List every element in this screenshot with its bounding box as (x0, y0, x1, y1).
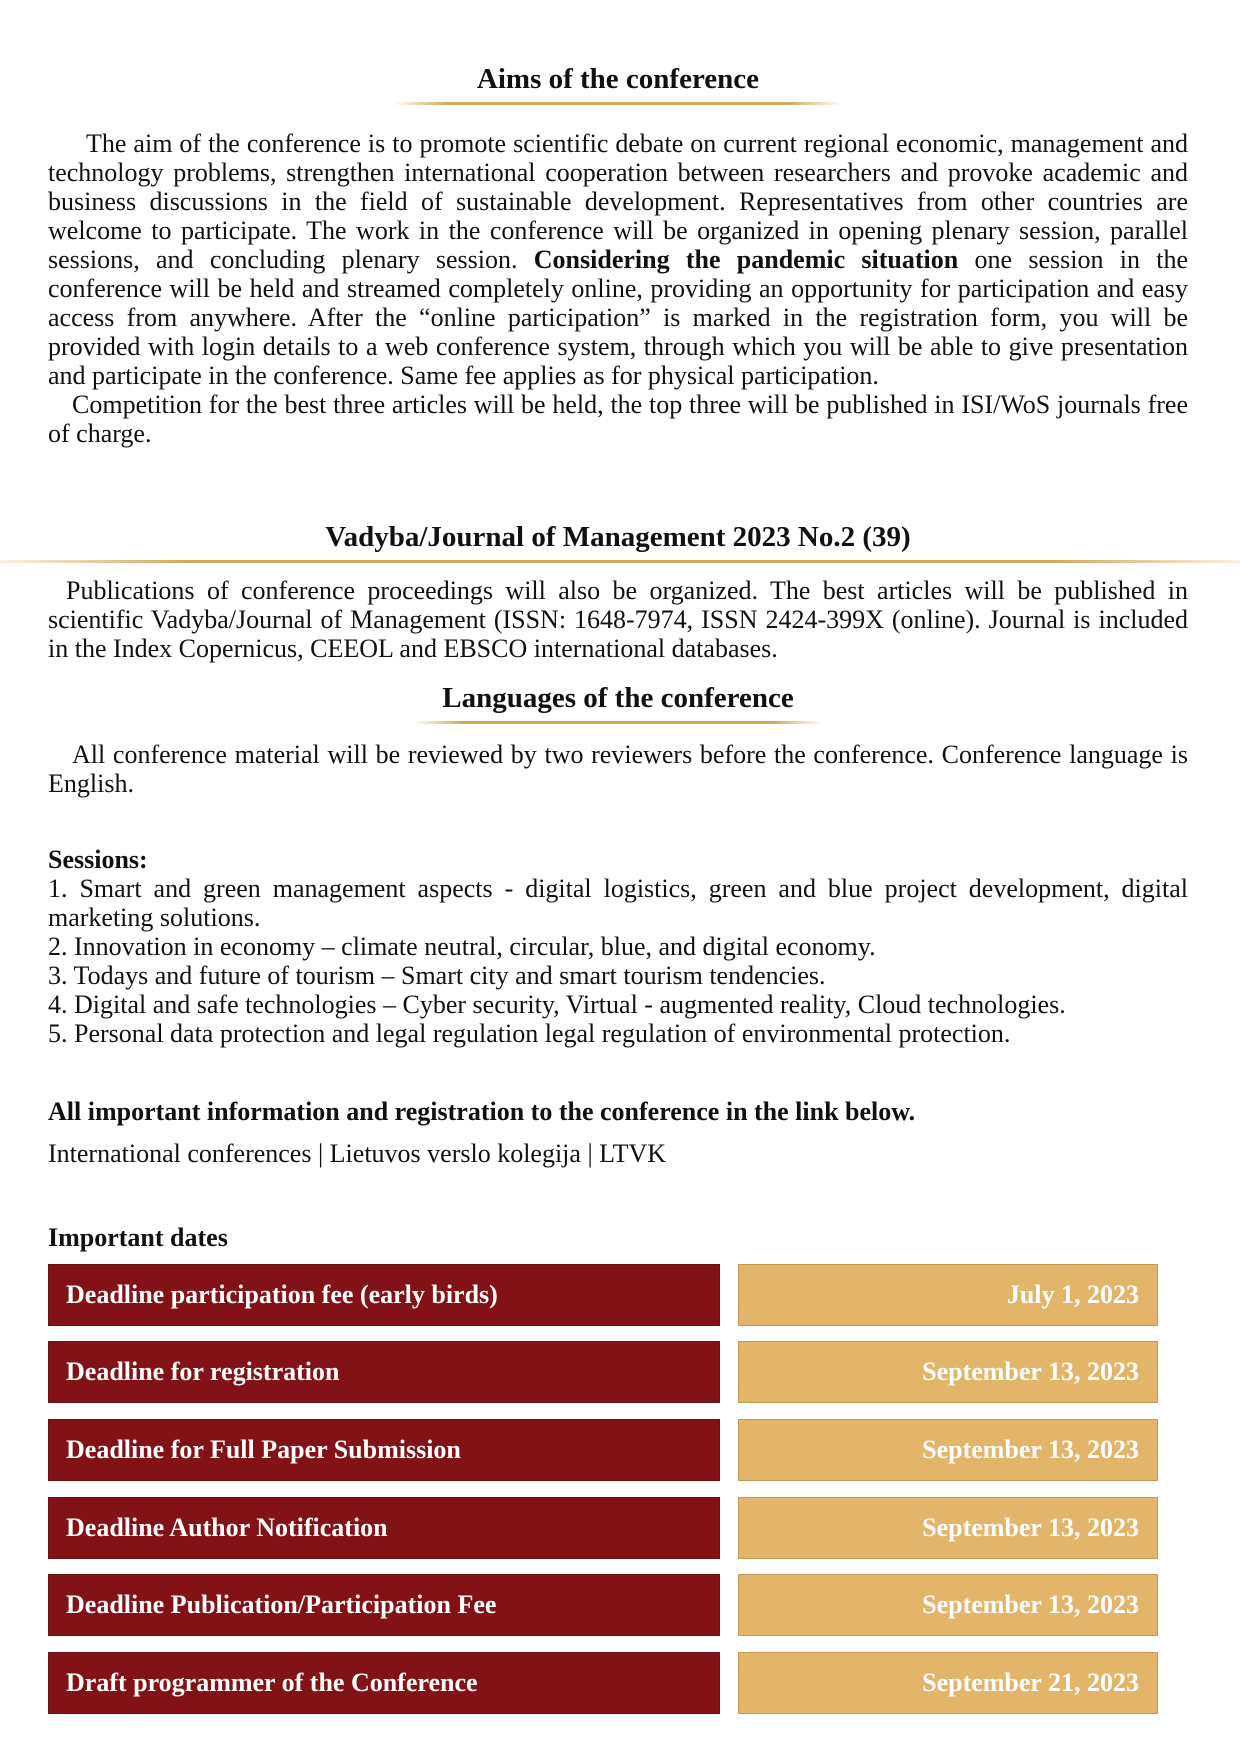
languages-section (48, 681, 1188, 724)
date-label: Deadline Author Notification (48, 1497, 720, 1559)
journal-heading: Vadyba/Journal of Management 2023 No.2 (39) (325, 521, 911, 553)
date-value: September 13, 2023 (738, 1497, 1158, 1559)
session-item: 5. Personal data protection and legal regulation legal regulation of environmental protection. (48, 1019, 1011, 1048)
languages-heading: Languages of the conference (442, 682, 794, 714)
aims-p1-start: The aim of the conference is to promote scientific debate on current regional economic, management and technology problems, strengthen international cooperation between researchers and provoke academic and business discussions in the field of sustainable development. Representatives from other countries are welcome to participate. The work in the conference will be organized in opening plenary session, parallel sessions, and concluding plenary session. (48, 129, 1188, 274)
date-label: Deadline Publication/Participation Fee (48, 1574, 720, 1636)
date-row (0, 1264, 1240, 1326)
conference-link[interactable]: International conferences | Lietuvos verslo kolegija | LTVK (48, 1139, 667, 1168)
aims-paragraph-1 (48, 129, 1188, 390)
session-item: 1. Smart and green management aspects - digital logistics, green and blue project development, digital marketing solutions. (48, 874, 1188, 932)
date-value: September 13, 2023 (738, 1341, 1158, 1403)
journal-text (48, 576, 1188, 663)
registration-info (48, 1097, 1188, 1169)
date-value: September 21, 2023 (738, 1652, 1158, 1714)
date-value: July 1, 2023 (738, 1264, 1158, 1326)
journal-section (48, 520, 1188, 554)
important-dates-title: Important dates (48, 1223, 228, 1252)
date-row (0, 1574, 1240, 1636)
session-item: 3. Todays and future of tourism – Smart city and smart tourism tendencies. (48, 961, 826, 990)
date-label: Deadline participation fee (early birds) (48, 1264, 720, 1326)
aims-heading: Aims of the conference (476, 63, 760, 95)
aims-underline (393, 102, 843, 105)
aims-section (48, 62, 1188, 448)
languages-text (48, 740, 1188, 798)
aims-p1-bold: Considering the pandemic situation (533, 245, 959, 274)
date-value: September 13, 2023 (738, 1419, 1158, 1481)
aims-p1-end: one session in the conference will be held and streamed completely online, providing an opportunity for participation and easy access from anywhere. After the “online participation” is marked in the registration form, you will be provided with login details to a web conference system, through which you will be able to give presentation and participate in the conference. Same fee applies as for physical participation. (48, 245, 1188, 390)
date-label: Draft programmer of the Conference (48, 1652, 720, 1714)
sessions-section (48, 845, 1188, 1048)
date-row (0, 1341, 1240, 1403)
session-item: 2. Innovation in economy – climate neutral, circular, blue, and digital economy. (48, 932, 876, 961)
session-item: 4. Digital and safe technologies – Cyber security, Virtual - augmented reality, Cloud technologies. (48, 990, 1066, 1019)
date-value: September 13, 2023 (738, 1574, 1158, 1636)
registration-info-text: All important information and registration to the conference in the link below. (48, 1097, 916, 1126)
sessions-title: Sessions: (48, 845, 148, 874)
aims-text (48, 129, 1188, 448)
date-label: Deadline for Full Paper Submission (48, 1419, 720, 1481)
languages-paragraph: All conference material will be reviewed by two reviewers before the conference. Conference language is English. (48, 740, 1188, 798)
date-row (0, 1419, 1240, 1481)
languages-underline (413, 721, 823, 724)
aims-paragraph-2: Competition for the best three articles will be held, the top three will be published in ISI/WoS journals free of charge. (48, 390, 1188, 448)
date-row (0, 1652, 1240, 1714)
journal-divider (0, 560, 1240, 563)
date-label: Deadline for registration (48, 1341, 720, 1403)
date-row (0, 1497, 1240, 1559)
journal-paragraph: Publications of conference proceedings will also be organized. The best articles will be published in scientific Vadyba/Journal of Management (ISSN: 1648-7974, ISSN 2424-399X (online). Journal is included in the Index Copernicus, CEEOL and EBSCO international databases. (48, 576, 1188, 663)
